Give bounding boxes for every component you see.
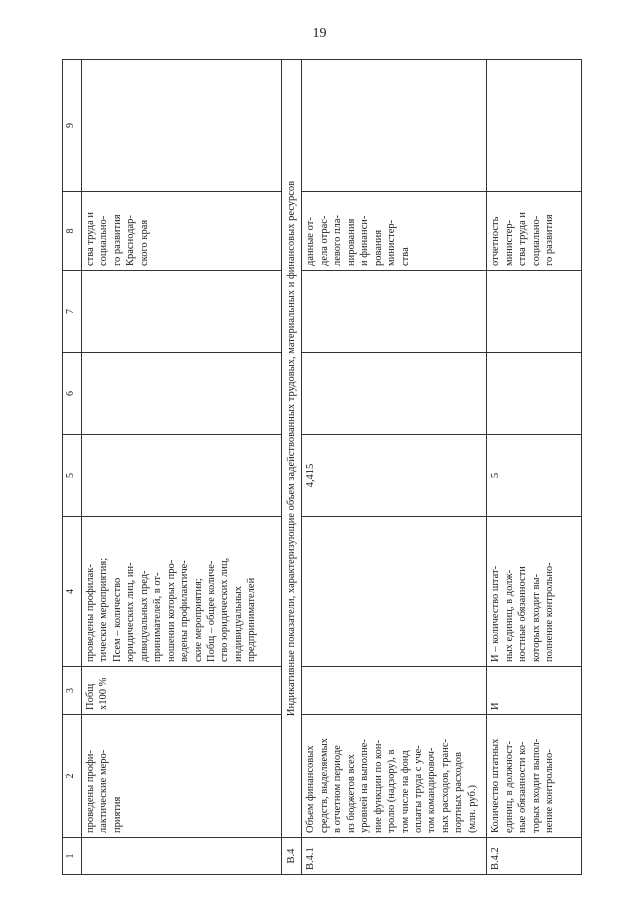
table-row xyxy=(302,60,487,875)
cell: проведены профи- лактические меро- приятия xyxy=(82,715,282,838)
table-row xyxy=(82,60,282,875)
cell: Побщ х100 % xyxy=(82,667,282,715)
section-code: В.4 xyxy=(282,838,302,875)
cell xyxy=(487,271,582,353)
col-header-4: 4 xyxy=(63,517,82,667)
cell: отчетность министер- ства труда и социально- го развития xyxy=(487,192,582,271)
col-header-6: 6 xyxy=(63,353,82,435)
cell xyxy=(302,60,487,192)
indicators-table xyxy=(62,59,582,875)
cell: данные от- дела отрас- левого пла- нирования и финанси- рования министер- ства xyxy=(302,192,487,271)
cell xyxy=(82,271,282,353)
col-header-5: 5 xyxy=(63,435,82,517)
rotated-table-wrapper xyxy=(62,60,582,875)
cell xyxy=(302,353,487,435)
cell: Объем финансовых средств, выделяемых в отчетном периоде из бюджетов всех уровней на выполне- ние функции по кон- тролю (надзору), в том числе на фонд оплаты труда с уче- том командировоч- ных расходов, транс- портных расходов (млн. руб.) xyxy=(302,715,487,838)
cell: ства труда и социально- го развития Краснодар- ского края xyxy=(82,192,282,271)
cell: проведены профилак- тические мероприятия; Псем – количество юридических лиц, ин- дивидуальных пред- принимателей, в от- ношении которых про- ведены профилактиче- ские мероприятия; Побщ – общее количе- ство юридических лиц, индивидуальных предпринимателей xyxy=(82,517,282,667)
cell xyxy=(82,435,282,517)
cell: И xyxy=(487,667,582,715)
cell xyxy=(302,667,487,715)
col-header-8: 8 xyxy=(63,192,82,271)
header-row xyxy=(63,60,82,875)
cell xyxy=(487,60,582,192)
cell xyxy=(302,271,487,353)
col-header-9: 9 xyxy=(63,60,82,192)
cell: И – количество штат- ных единиц, в долж- ностные обязанности которых входит вы- полнение контрольно- xyxy=(487,517,582,667)
table-row xyxy=(487,60,582,875)
cell xyxy=(487,353,582,435)
cell xyxy=(82,60,282,192)
col-header-7: 7 xyxy=(63,271,82,353)
section-row xyxy=(282,60,302,875)
section-title: Индикативные показатели, характеризующие объем задействованных трудовых, материальных и финансовых ресурсов xyxy=(282,60,302,838)
col-header-2: 2 xyxy=(63,715,82,838)
cell: 4,415 xyxy=(302,435,487,517)
cell: В.4.2 xyxy=(487,838,582,875)
cell xyxy=(302,517,487,667)
page-number: 19 xyxy=(312,26,327,41)
cell: В.4.1 xyxy=(302,838,487,875)
cell: 5 xyxy=(487,435,582,517)
cell: Количество штатных единиц, в должност- ные обязанности ко- торых входит выпол- нение контрольно- xyxy=(487,715,582,838)
col-header-1: 1 xyxy=(63,838,82,875)
col-header-3: 3 xyxy=(63,667,82,715)
cell xyxy=(82,838,282,875)
cell xyxy=(82,353,282,435)
